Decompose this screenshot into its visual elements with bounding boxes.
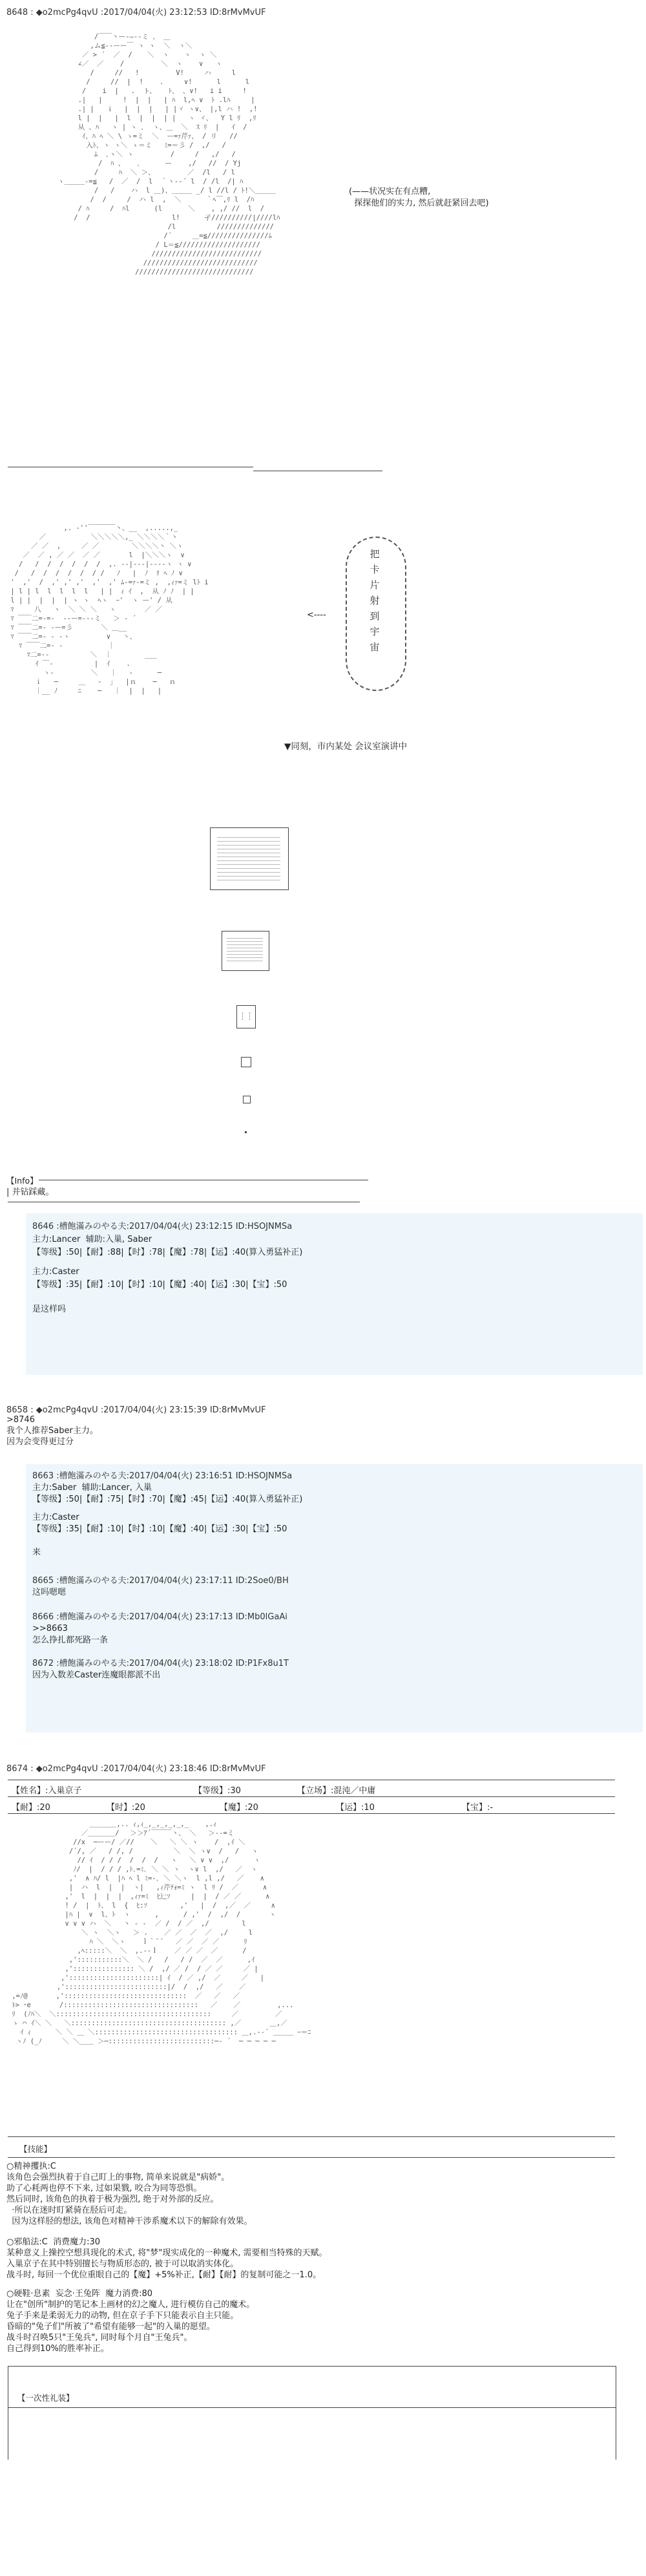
quote-line: 【等级】:50|【耐】:75|【时】:70|【魔】:45|【运】:40(算入勇猛补正) [32,1495,303,1504]
stat-alignment: 【立场】:混沌／中庸 [297,1786,376,1796]
bubble-char: 宇 [370,626,380,637]
ascii-art-crowd: ,. ‐''￣￣￣￣丶、__ ,.....,_ ／ ＼＼＼＼＼,_ ＼＼＼＼｀丶 ／ ／ , ／ ／ ＼＼＼＼丶 ＼ヽ ／ ／ , ／ ／ ／ ／ l |＼＼＼ヽ ∨ / / / / / / / ,. -‐|‐--|-‐--ヽ ヽ ∨ / / / / / / / / ﾉ | ﾉ ﾘ ﾍ ﾉ ∨ ' ,' / ,' ,' ,' ,' ,' ﾑ-=ｧ‐=ミ , ,ｨｧ=ミ lﾄ i | l | l l l l l | | ｨ ｲ , 从 ﾉ ﾉ | | l | | | | | ヽ ヽ ﾍヽ ｰ' ヽ ー' / 从 ﾏ 八 ヽ ＼ ＼ ＼ ヽ ／ ／ ﾏ ￣￣二=‐=- -‐ー=‐‐-ミ ＞ ‐ ´ ﾏ ￣￣二=‐ ‐ー=彡 ＼ ＿__ ﾏ ￣￣二=‐ ‐ ‐ヽ ∨ 丶、 ﾏ ￣￣二=‐ ‐ ｜ ﾏ二=‐‐ ＼ ｜ ___ ｲ ￣‐ | ｲ . ヽ‐ ＼ ｜ ‐ ─ ｉ ─ ＿ ‐ ｣ |ｎ ─ ｎ ｜__ ﾉ ﾆ ─ ｜ | | | [10,524,209,695]
box-title-line [8,2407,616,2408]
post-scene-change [0,491,646,1164]
stats-mid-line [8,1796,615,1797]
thought-text: (——状况实在有点糟, 探探他们的实力, 然后就赶紧回去吧) [349,187,489,208]
card-medium [222,931,269,971]
bubble-char: 到 [370,610,380,622]
stat-magic: 【魔】:20 [220,1803,258,1813]
quote-line: 【等级】:50|【耐】:88|【时】:78|【魔】:78|【运】:40(算入勇猛补正) [32,1248,303,1257]
quote-line: 8672 :槽飽滿みのやる夫:2017/04/04(火) 23:18:02 ID:P1Fx8u1T [32,1659,289,1668]
quote-line: >>8663 [32,1624,68,1634]
scene-caption: ▼同刻，市内某处 会议室演讲中 [284,741,408,752]
quote-block-2 [26,1464,643,1732]
quote-line: 主力:Caster [32,1267,79,1277]
skill-entry: ○硬鞋·息素 妄念·王兔阵 魔力消费:80 让在"创所"制护的笔记本上画材的幻之魔人, 进行模仿自己的魔术。 兔子手来是柔弱无力的动物, 但在京子手下只能表示自主只能。 昏暗的"兔子们"所被了"希望有能够一起"的入巢的愿望。 战斗时召唤5只"王兔兵", 同时每个月自"王兔兵"。 自己得到10%的胜率补正。 [6,2289,255,2354]
card-small [236,1005,256,1028]
info-text: | 并钻踩藏。 [6,1187,54,1197]
quote-line: 8663 :槽飽滿みのやる夫:2017/04/04(火) 23:16:51 ID:HSOJNMSa [32,1471,293,1481]
quote-line: 【等级】:35|【耐】:10|【时】:10|【魔】:40|【运】:30|【宝】:50 [32,1280,287,1290]
skill-entry: ○精神攫执:C 该角色会强烈执着于自己盯上的事物, 简单来说就是"病娇"。 助了心耗两也停不下来, 过如果戮, 咬合为同等恐惧。 然后同时, 该角色的执着于极为强烈, 绝于对外部的反应。 ·所以在迷时盯紧骑在胫后可走。 因为这样胫的想法, 该角色对精神干涉系魔术以下的解除有效果。 [6,2162,253,2226]
bubble-char: 片 [370,579,380,591]
quote-line: 8666 :槽飽滿みのやる夫:2017/04/04(火) 23:17:13 ID:Mb0lGaAi [32,1612,287,1622]
card-tinier [243,1096,251,1103]
bubble-char: 射 [370,595,380,606]
bubble-char: 把 [370,548,380,560]
skills-title-line [8,2157,615,2158]
quote-line: 主力:Lancer 辅助:入巢, Saber [32,1235,152,1244]
consumable-box [8,2366,616,2460]
post-8648 [0,0,646,482]
post-8658 [0,1403,646,1461]
post-8674 [0,1762,646,2570]
consumable-title: 【一次性礼装】 [17,2393,74,2403]
quote-block-1 [26,1213,643,1375]
bubble-char: 卡 [370,564,380,575]
stat-treasure: 【宝】:- [462,1803,494,1813]
stat-endurance: 【耐】:20 [12,1803,50,1813]
quote-line: 【等级】:35|【耐】:10|【时】:10|【魔】:40|【运】:30|【宝】:50 [32,1524,287,1534]
stat-luck: 【运】:10 [336,1803,375,1813]
quote-line: 8665 :槽飽滿みのやる夫:2017/04/04(火) 23:17:11 ID:2Soe0/BH [32,1576,289,1586]
card-large [210,827,289,890]
skill-entry: ○邪船法:C 消费魔力:30 某种意义上操控空想具现化的术式, 将"梦"现实成化的一种魔术, 需要相当特殊的天赋。 入巢京子在其中特别擅长与物质形态的, 被于可以取消实体化。 战斗时, 每回一个优位重眼自己的【魔】+5%补正,【耐】【耐】的复制可能之一1.0。 [6,2237,328,2280]
stats-bottom-line [8,1813,615,1814]
box-top-line [8,2366,616,2367]
post-body: >8746 我个人推荐Saber主力。 因为会变得更过分 [6,1415,98,1447]
card-tiny [241,1057,251,1067]
quote-line: 是这样吗 [32,1304,67,1314]
info-label: 【Info】 [6,1176,38,1186]
quote-line: 来 [32,1548,41,1557]
quote-line: 这吗嗯嗯 [32,1588,67,1597]
quote-line: 怎么挣扎都死路一条 [32,1635,109,1645]
stat-level: 【等级】:30 [194,1786,241,1796]
quote-line: 主力:Caster [32,1513,79,1522]
skills-top-line [8,2136,615,2137]
quote-line: 因为入数差Caster连魔眼都派不出 [32,1670,161,1680]
ascii-art-character: /￣￣丶ー‐―‐-ミ 、 ＿ ,ム≦--ーー￣ ヽ ヽ ＼ ヽ＼ ／ > ´ ／ / ＼ ヽ ヽ ヽ ＼ ∠／ ／ / ＼ ヽ ∨ ヽ / // ! V! ハ l / // | ! . ∨! l l / i | . ト、 ﾄ、 、∨! i i ! .| | ! | | | ﾊ l,ﾍ ∨ ﾄ .lﾊ | .| | ｉ | | | | |ヾ ヽ∨、 |,l ハ ! ,! l | | | l | | | | ヽ ヾ、 Y l ﾘ ,ﾘ 从 、ﾊ ヽ | ヽ ､ ヽ、＿ ＼ ｽ ﾘ | ｲ / ｲ、ﾊ ﾍ ＼ \ ゝ=ミ ＼ ー=ｧ芹ｧ、 / リ // 入ﾄ、ヽ ヽ＼ ゝ＝ミ ﾐ=＝彡 / ,/ / ﾑ ､ヽ＼ ヽ / / ,/ / / ﾊ 、 ､ ー ,/ // / Yj / ﾊ ＼ ＞、 ／ /l / l ヽ＿＿＿-=≦ / ／ / l ｀丶-‐´ l / /l /| ﾊ / / ハ l ＿)、＿＿＿ _/ l //l / ﾄ!＼＿＿＿ / / / ハ l , ＼ ｀ﾍ￣,ﾘ l /ﾊ / ﾊ / ﾊl (l ＼ , ,/ // l / / / l! 孑//////////|////lﾊ /l ////////////// /´ ＿=≦///////////////ﾑ / L＝≦//////////////////// /////////////////////////// //////////////////////////// ///////////////////////////// [57,33,280,276]
stat-name: 【姓名】:入巢京子 [12,1786,82,1796]
post-header: 8648 : ◆o2mcPg4qvU :2017/04/04(火) 23:12:53 ID:8rMvMvUF [6,8,266,17]
quote-line: 8646 :槽飽滿みのやる夫:2017/04/04(火) 23:12:15 ID:HSOJNMSa [32,1222,293,1231]
bubble-char: 宙 [370,641,380,653]
arrow-text: <---- [307,610,326,620]
ascii-art-character-kyoko: ＿＿＿＿,.. ｨ,ｨ_,_,_,_,_,_ ,.ｨ ／＿＿＿＿/ ＞＞ｱ´￣￣￣丶、 ＼ ＞‐-=ミ //x ─ーー/ ／// ＼ ＼ ＼ ヽ / ,ｲ ＼ /´/, ／ / /, / ＼ ＼ ヽ∨ / / ヽ // ｲ / / / / / / ヽ ＼ ∨ ∨ ,/ ヽ ﾉ/ | / / / ,ﾄ､=ﾐ､ ＼ ＼ ヽ ヽ∨ l ,/ ／ ヽ ,' ∧ ﾊ/ l |ﾊ ﾍ l ﾐ=-､ ＼ ＼ヽ l ,l ,/ ／ ∧ | ハ l | | ヽ| ,ｨ芹ﾃｫ=ﾐ ヽ l ﾘ / ／ ∧ ,' l | | | ,ｨｧ=ﾐ ﾋ辷ｿ | | / ／ ／ ∧ ! / | ﾄ、 l { ﾋ:ｿ ,' | / ,／ ／ ∧ |ﾊ | ∨ l、ﾄ ヽ , / ,' / ,/ / ヽ ∨ ∨ ∨ ハ ＼ 丶 ‐ - ／ / / ／ ,/ l ＼ ヽ ＼ヽ ＞ . ／ ／ ／ ／ ,/ l ﾊ ＼ ＼ヽ ｌ｀¨´ ／ ／ ／ ／ ﾘ ,ﾍ:::::＼ ＼ ,.-‐ｌ ／ ／ ／ ／ / ,':::::::::::＼ ＼ / / / / ／ ／ ,ｲ ,'::::::::::::::: ＼ / ,/ ／ / / ／ ／ ／ | ,'::::::::::::::::::::::| ｲ / ／ ,/ ／ ／ | ,':::::::::::::::::::::::::|/ / ,/ ／ ／ ,=ﾉ@ ,':::::::::::::::::::::::::::::: ／ ／ ／ ﾄ> ･e /::::::::::::::::::::::::::::::::: ／ ／ ,... ﾘ (ﾉﾊ＼ ＼:::::::::::::::::::::::::::::::::::::: ／ ／ ゝ ⌒ ｲ＼ ＼ ＼:::::::::::::::::::::::::::::::::::::: ,／ ＿,／ ｲ ｨ ＼ ＼ ＿ ＼::::::::::::::::::::::::::::::::::: ＿,.-‐´ ＿＿＿ ｰ＝ﾆ ヽﾉ (_ﾉ ＼ ＼＿＿ ＞─::::::::::::::::::::::::::─‐ ´ ─ ─ ─ ─ ─ [12,1820,311,2045]
info-block [0,1173,646,1212]
bubble-text [365,546,384,655]
skills-title: 【技能】 [19,2144,52,2154]
quote-line: 主力:Saber 辅助:Lancer, 入巢 [32,1483,152,1493]
stat-time: 【时】:20 [107,1803,145,1813]
post-header: 8658 : ◆o2mcPg4qvU :2017/04/04(火) 23:15:39 ID:8rMvMvUF [6,1405,266,1415]
post-header: 8674 : ◆o2mcPg4qvU :2017/04/04(火) 23:18:46 ID:8rMvMvUF [6,1764,266,1774]
card-dot [245,1131,247,1133]
